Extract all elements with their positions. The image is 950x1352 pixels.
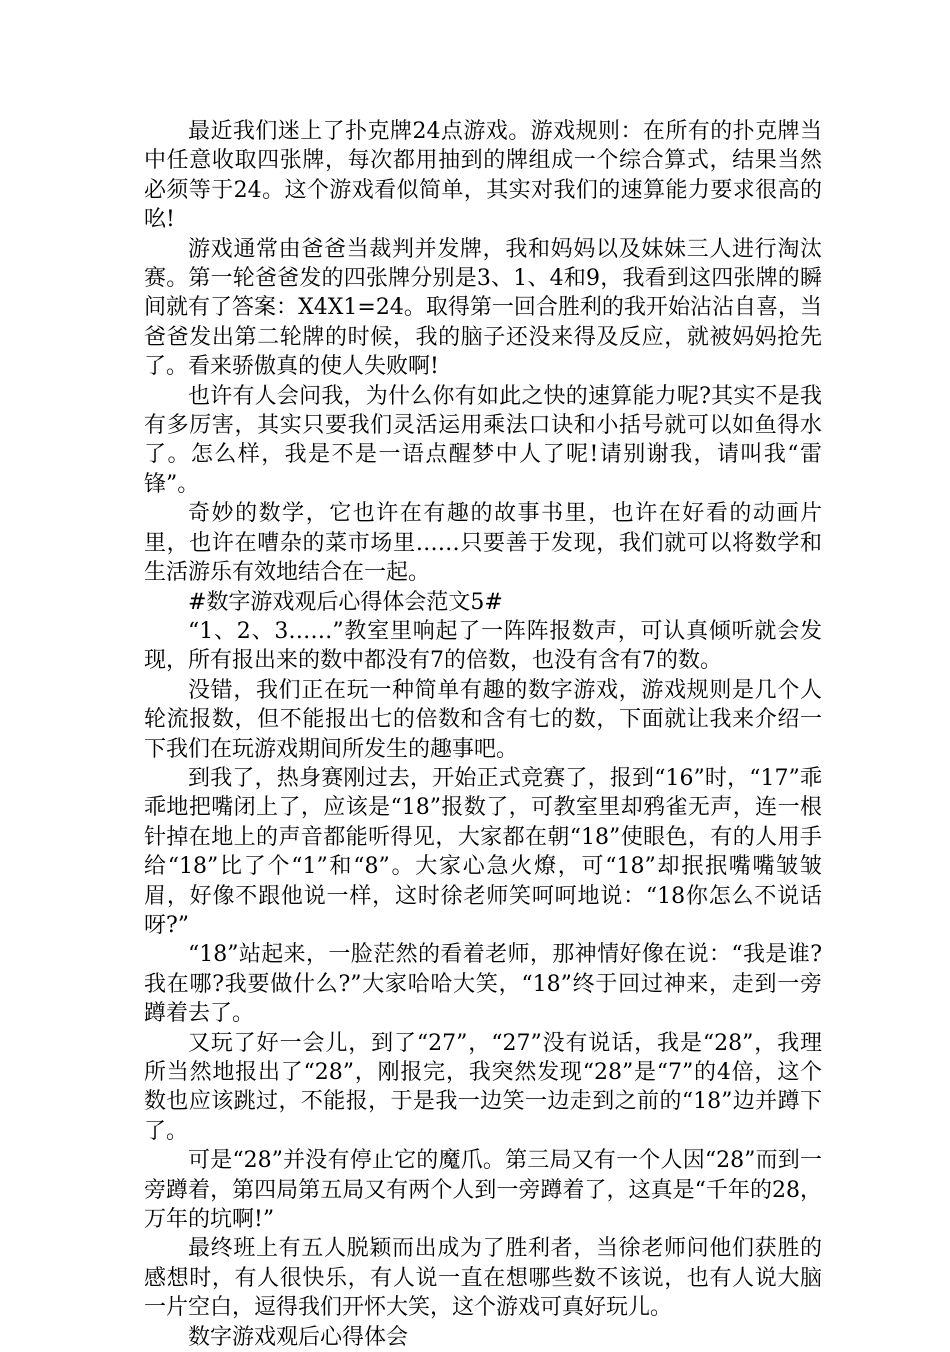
paragraph-5: “1、2、3……”教室里响起了一阵阵报数声，可认真倾听就会发现，所有报出来的数中都没有7的倍数，也没有含有7的数。 bbox=[144, 618, 822, 674]
section-heading: #数字游戏观后心得体会范文5# bbox=[188, 589, 503, 615]
paragraph-3: 也许有人会问我，为什么你有如此之快的速算能力呢?其实不是我有多厉害，其实只要我们灵活运用乘法口诀和小括号就可以如鱼得水了。怎么样，我是不是一语点醒梦中人了呢!请别谢我，请叫我“雷锋”。 bbox=[144, 383, 822, 497]
document-body bbox=[144, 117, 822, 1352]
paragraph-8: “18”站起来，一脸茫然的看着老师，那神情好像在说：“我是谁?我在哪?我要做什么?”大家哈哈大笑，“18”终于回过神来，走到一旁蹲着去了。 bbox=[144, 942, 822, 1027]
paragraph-10: 可是“28”并没有停止它的魔爪。第三局又有一个人因“28”而到一旁蹲着，第四局第五局又有两个人到一旁蹲着了，这真是“千年的28，万年的坑啊!” bbox=[144, 1148, 822, 1233]
paragraph-9: 又玩了好一会儿，到了“27”，“27”没有说话，我是“28”，我理所当然地报出了“28”，刚报完，我突然发现“28”是“7”的4倍，这个数也应该跳过，不能报，于是我一边笑一边走到之前的“18”边并蹲下了。 bbox=[144, 1030, 822, 1144]
paragraph-6: 没错，我们正在玩一种简单有趣的数字游戏，游戏规则是几个人轮流报数，但不能报出七的倍数和含有七的数，下面就让我来介绍一下我们在玩游戏期间所发生的趣事吧。 bbox=[144, 677, 822, 762]
paragraph-4: 奇妙的数学，它也许在有趣的故事书里，也许在好看的动画片里，也许在嘈杂的菜市场里……只要善于发现，我们就可以将数学和生活游乐有效地结合在一起。 bbox=[144, 501, 822, 586]
paragraph-2: 游戏通常由爸爸当裁判并发牌，我和妈妈以及妹妹三人进行淘汰赛。第一轮爸爸发的四张牌分别是3、1、4和9，我看到这四张牌的瞬间就有了答案：X4X1=24。取得第一回合胜利的我开始沾沾自喜，当爸爸发出第二轮牌的时候，我的脑子还没来得及反应，就被妈妈抢先了。看来骄傲真的使人失败啊! bbox=[144, 236, 822, 380]
paragraph-7: 到我了，热身赛刚过去，开始正式竞赛了，报到“16”时，“17”乖乖地把嘴闭上了，应该是“18”报数了，可教室里却鸦雀无声，连一根针掉在地上的声音都能听得见，大家都在朝“18”使眼色，有的人用手给“18”比了个“1”和“8”。大家心急火燎，可“18”却抿抿嘴嘴皱皱眉，好像不跟他说一样，这时徐老师笑呵呵地说：“18你怎么不说话呀?” bbox=[144, 765, 822, 938]
paragraph-1: 最近我们迷上了扑克牌24点游戏。游戏规则：在所有的扑克牌当中任意收取四张牌，每次都用抽到的牌组成一个综合算式，结果当然必须等于24。这个游戏看似简单，其实对我们的速算能力要求很高的吆! bbox=[144, 119, 822, 233]
closing-title: 数字游戏观后心得体会 bbox=[188, 1324, 409, 1350]
paragraph-11: 最终班上有五人脱颖而出成为了胜利者，当徐老师问他们获胜的感想时，有人很快乐，有人说一直在想哪些数不该说，也有人说大脑一片空白，逗得我们开怀大笑，这个游戏可真好玩儿。 bbox=[144, 1236, 822, 1321]
